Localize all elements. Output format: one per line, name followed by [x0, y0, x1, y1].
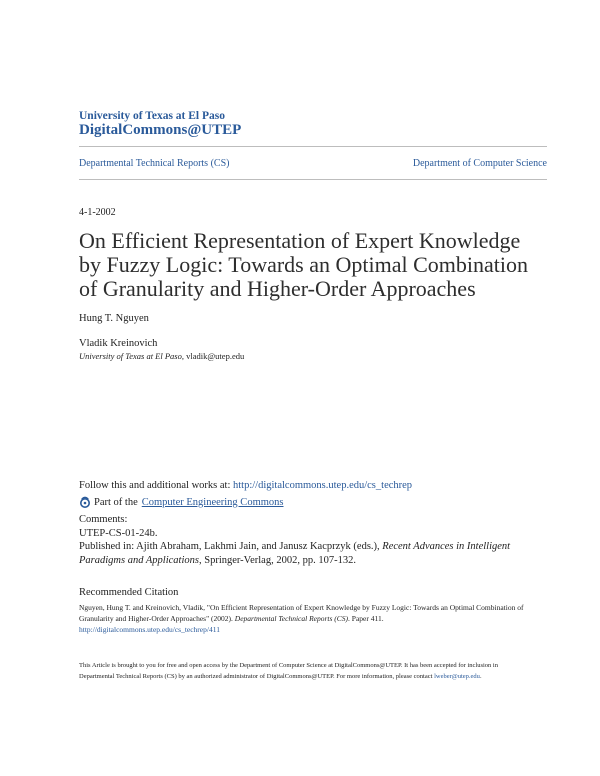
collection-url-link[interactable]: http://digitalcommons.utep.edu/cs_techrep: [233, 480, 413, 491]
published-in: [79, 540, 549, 567]
published-venue: Recent Advances in Intelligent Paradigms and Applications: [79, 541, 511, 566]
repository-name[interactable]: DigitalCommons@UTEP: [79, 122, 242, 138]
article-title: [79, 229, 549, 301]
publication-date: 4-1-2002: [79, 207, 116, 218]
citation-prefix: Nguyen, Hung T. and Kreinovich, Vladik, "On Efficient Representation of Expert Knowledge by Fuzzy Logic: Towards an Optimal Combination of Granularity and Higher-Order Approaches" (2002).: [79, 603, 524, 623]
notice-end: .: [479, 673, 482, 680]
open-access-icon: [79, 496, 91, 508]
part-of-line: [79, 496, 284, 508]
header-top-divider: [79, 146, 547, 147]
commons-link[interactable]: Computer Engineering Commons: [141, 496, 284, 508]
series-link[interactable]: Departmental Technical Reports (CS): [79, 158, 230, 169]
author-name: Hung T. Nguyen: [79, 313, 149, 324]
notice-text: This Article is brought to you for free and open access by the Department of Computer Science at DigitalCommons@UTEP. It has been accepted for inclusion in Departmental Technical Reports (CS) by an authorized administrator of DigitalCommons@UTEP. For more information, please contact: [79, 662, 498, 680]
citation-url-link[interactable]: http://digitalcommons.utep.edu/cs_techrep/411: [79, 625, 220, 634]
contact-email-link[interactable]: lweber@utep.edu: [434, 673, 480, 680]
follow-label: Follow this and additional works at:: [79, 480, 233, 491]
author-email: , vladik@utep.edu: [181, 351, 245, 361]
citation-suffix: . Paper 411.: [348, 614, 384, 623]
access-notice: [79, 660, 529, 682]
author-name: Vladik Kreinovich: [79, 338, 158, 349]
title-line: of Granularity and Higher-Order Approaches: [79, 276, 476, 301]
header-bottom-divider: [79, 179, 547, 180]
comments-label: Comments:: [79, 514, 128, 525]
university-name: University of Texas at El Paso: [79, 110, 225, 122]
published-prefix: Published in: Ajith Abraham, Lakhmi Jain, and Janusz Kacprzyk (eds.),: [79, 541, 383, 553]
comments-section: [79, 513, 549, 567]
author-affiliation: [79, 351, 244, 361]
citation-text: [79, 602, 539, 635]
title-line: by Fuzzy Logic: Towards an Optimal Combination: [79, 252, 528, 277]
report-id: UTEP-CS-01-24b.: [79, 527, 158, 539]
follow-line: [79, 480, 412, 491]
published-suffix: , Springer-Verlag, 2002, pp. 107-132.: [198, 554, 356, 566]
affiliation-institution: University of Texas at El Paso: [79, 351, 182, 361]
part-of-label: Part of the: [94, 496, 138, 508]
title-line: On Efficient Representation of Expert Knowledge: [79, 228, 521, 253]
citation-series: Departmental Technical Reports (CS): [234, 614, 349, 623]
citation-heading: Recommended Citation: [79, 587, 179, 598]
department-link[interactable]: Department of Computer Science: [412, 158, 547, 169]
